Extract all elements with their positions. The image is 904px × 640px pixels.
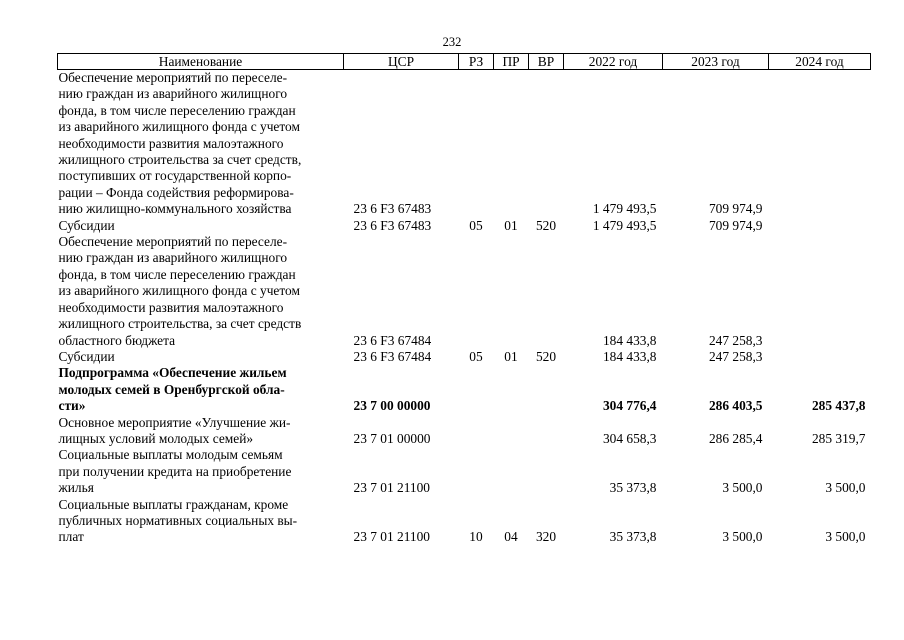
row-name: Социальные выплаты гражданам, кроме публичных нормативных социальных вы- плат: [58, 496, 298, 545]
row-vr: [529, 365, 564, 414]
table-body: [58, 70, 871, 546]
row-name: Обеспечение мероприятий по переселе- нию граждан из аварийного жилищного фонда, в том числе переселению граждан из аварийного жилищного фонда с учетом необходимости развития малоэтажного жилищного строительства за счет средств, поступивших от государственной корпо- рации – Фонда содействия реформирова- нию жилищно-коммунального хозяйства: [58, 70, 302, 217]
row-vr: 520: [535, 348, 557, 364]
row-2023: 709 974,9: [708, 217, 763, 233]
row-2024: 285 437,8: [811, 398, 866, 414]
table-row: [58, 234, 871, 349]
row-2022: 184 433,8: [602, 348, 657, 364]
row-2022: 1 479 493,5: [592, 217, 657, 233]
row-2024: 3 500,0: [825, 480, 866, 496]
row-vr: [529, 70, 564, 218]
row-name: Подпрограмма «Обеспечение жильем молодых семей в Оренбургской обла- сти»: [58, 365, 287, 414]
row-pr: 01: [504, 217, 518, 233]
row-pr: [494, 70, 529, 218]
row-2023: 286 285,4: [708, 430, 763, 446]
header-rz: РЗ: [459, 54, 494, 70]
row-rz: [459, 70, 494, 218]
row-vr: [529, 234, 564, 349]
header-name: Наименование: [58, 54, 344, 70]
row-rz: 05: [469, 217, 483, 233]
header-2023: 2023 год: [663, 54, 769, 70]
header-pr: ПР: [494, 54, 529, 70]
row-csr: 23 6 F3 67484: [353, 348, 432, 364]
table-header-row: [58, 54, 871, 70]
row-csr: 23 6 F3 67483: [353, 201, 432, 217]
row-csr: 23 7 01 21100: [353, 529, 430, 545]
row-pr: [494, 447, 529, 496]
row-pr: 01: [504, 348, 518, 364]
row-name: Социальные выплаты молодым семьям при получении кредита на приобретение жилья: [58, 447, 292, 496]
row-2022: 35 373,8: [609, 480, 657, 496]
row-rz: [459, 415, 494, 448]
row-csr: 23 7 01 21100: [353, 480, 430, 496]
row-2024: [769, 234, 871, 349]
row-name: Субсидии: [58, 348, 115, 364]
row-2023: 286 403,5: [708, 398, 763, 414]
table-row: [58, 415, 871, 448]
row-2022: 304 658,3: [602, 430, 657, 446]
page-number: 232: [442, 35, 462, 49]
table-row: [58, 70, 871, 218]
header-vr: ВР: [529, 54, 564, 70]
row-2024: 3 500,0: [825, 529, 866, 545]
header-2022: 2022 год: [564, 54, 663, 70]
header-csr: ЦСР: [344, 54, 459, 70]
row-name: Обеспечение мероприятий по переселе- нию граждан из аварийного жилищного фонда, в том числе переселению граждан из аварийного жилищного фонда с учетом необходимости развития малоэтажного жилищного строительства, за счет средств областного бюджета: [58, 234, 302, 348]
table-row: [58, 349, 871, 365]
row-csr: 23 7 00 00000: [353, 398, 431, 414]
row-2024: [769, 70, 871, 218]
row-pr: [494, 415, 529, 448]
budget-table: [57, 53, 871, 546]
row-name: Основное мероприятие «Улучшение жи- лищных условий молодых семей»: [58, 414, 291, 446]
table-row: [58, 447, 871, 496]
row-rz: 10: [469, 529, 483, 545]
row-vr: [529, 415, 564, 448]
row-pr: [494, 365, 529, 414]
row-2022: 184 433,8: [602, 332, 657, 348]
row-2024: [769, 349, 871, 365]
row-2023: 247 258,3: [708, 348, 763, 364]
row-2022: 35 373,8: [609, 529, 657, 545]
row-rz: [459, 447, 494, 496]
row-pr: [494, 234, 529, 349]
row-2024: 285 319,7: [811, 430, 866, 446]
row-rz: [459, 234, 494, 349]
row-2022: 1 479 493,5: [592, 201, 657, 217]
row-2023: 3 500,0: [722, 529, 763, 545]
row-2023: 709 974,9: [708, 201, 763, 217]
row-2023: 247 258,3: [708, 332, 763, 348]
row-csr: 23 6 F3 67484: [353, 332, 432, 348]
row-vr: [529, 447, 564, 496]
row-rz: [459, 365, 494, 414]
row-csr: 23 6 F3 67483: [353, 217, 432, 233]
table-row: [58, 365, 871, 414]
row-csr: 23 7 01 00000: [353, 430, 431, 446]
table-row: [58, 218, 871, 234]
row-vr: 320: [535, 529, 557, 545]
row-vr: 520: [535, 217, 557, 233]
table-row: [58, 497, 871, 546]
row-2024: [769, 218, 871, 234]
row-rz: 05: [469, 348, 483, 364]
row-2022: 304 776,4: [602, 398, 657, 414]
header-2024: 2024 год: [769, 54, 871, 70]
row-2023: 3 500,0: [722, 480, 763, 496]
row-pr: 04: [504, 529, 518, 545]
row-name: Субсидии: [58, 217, 115, 233]
